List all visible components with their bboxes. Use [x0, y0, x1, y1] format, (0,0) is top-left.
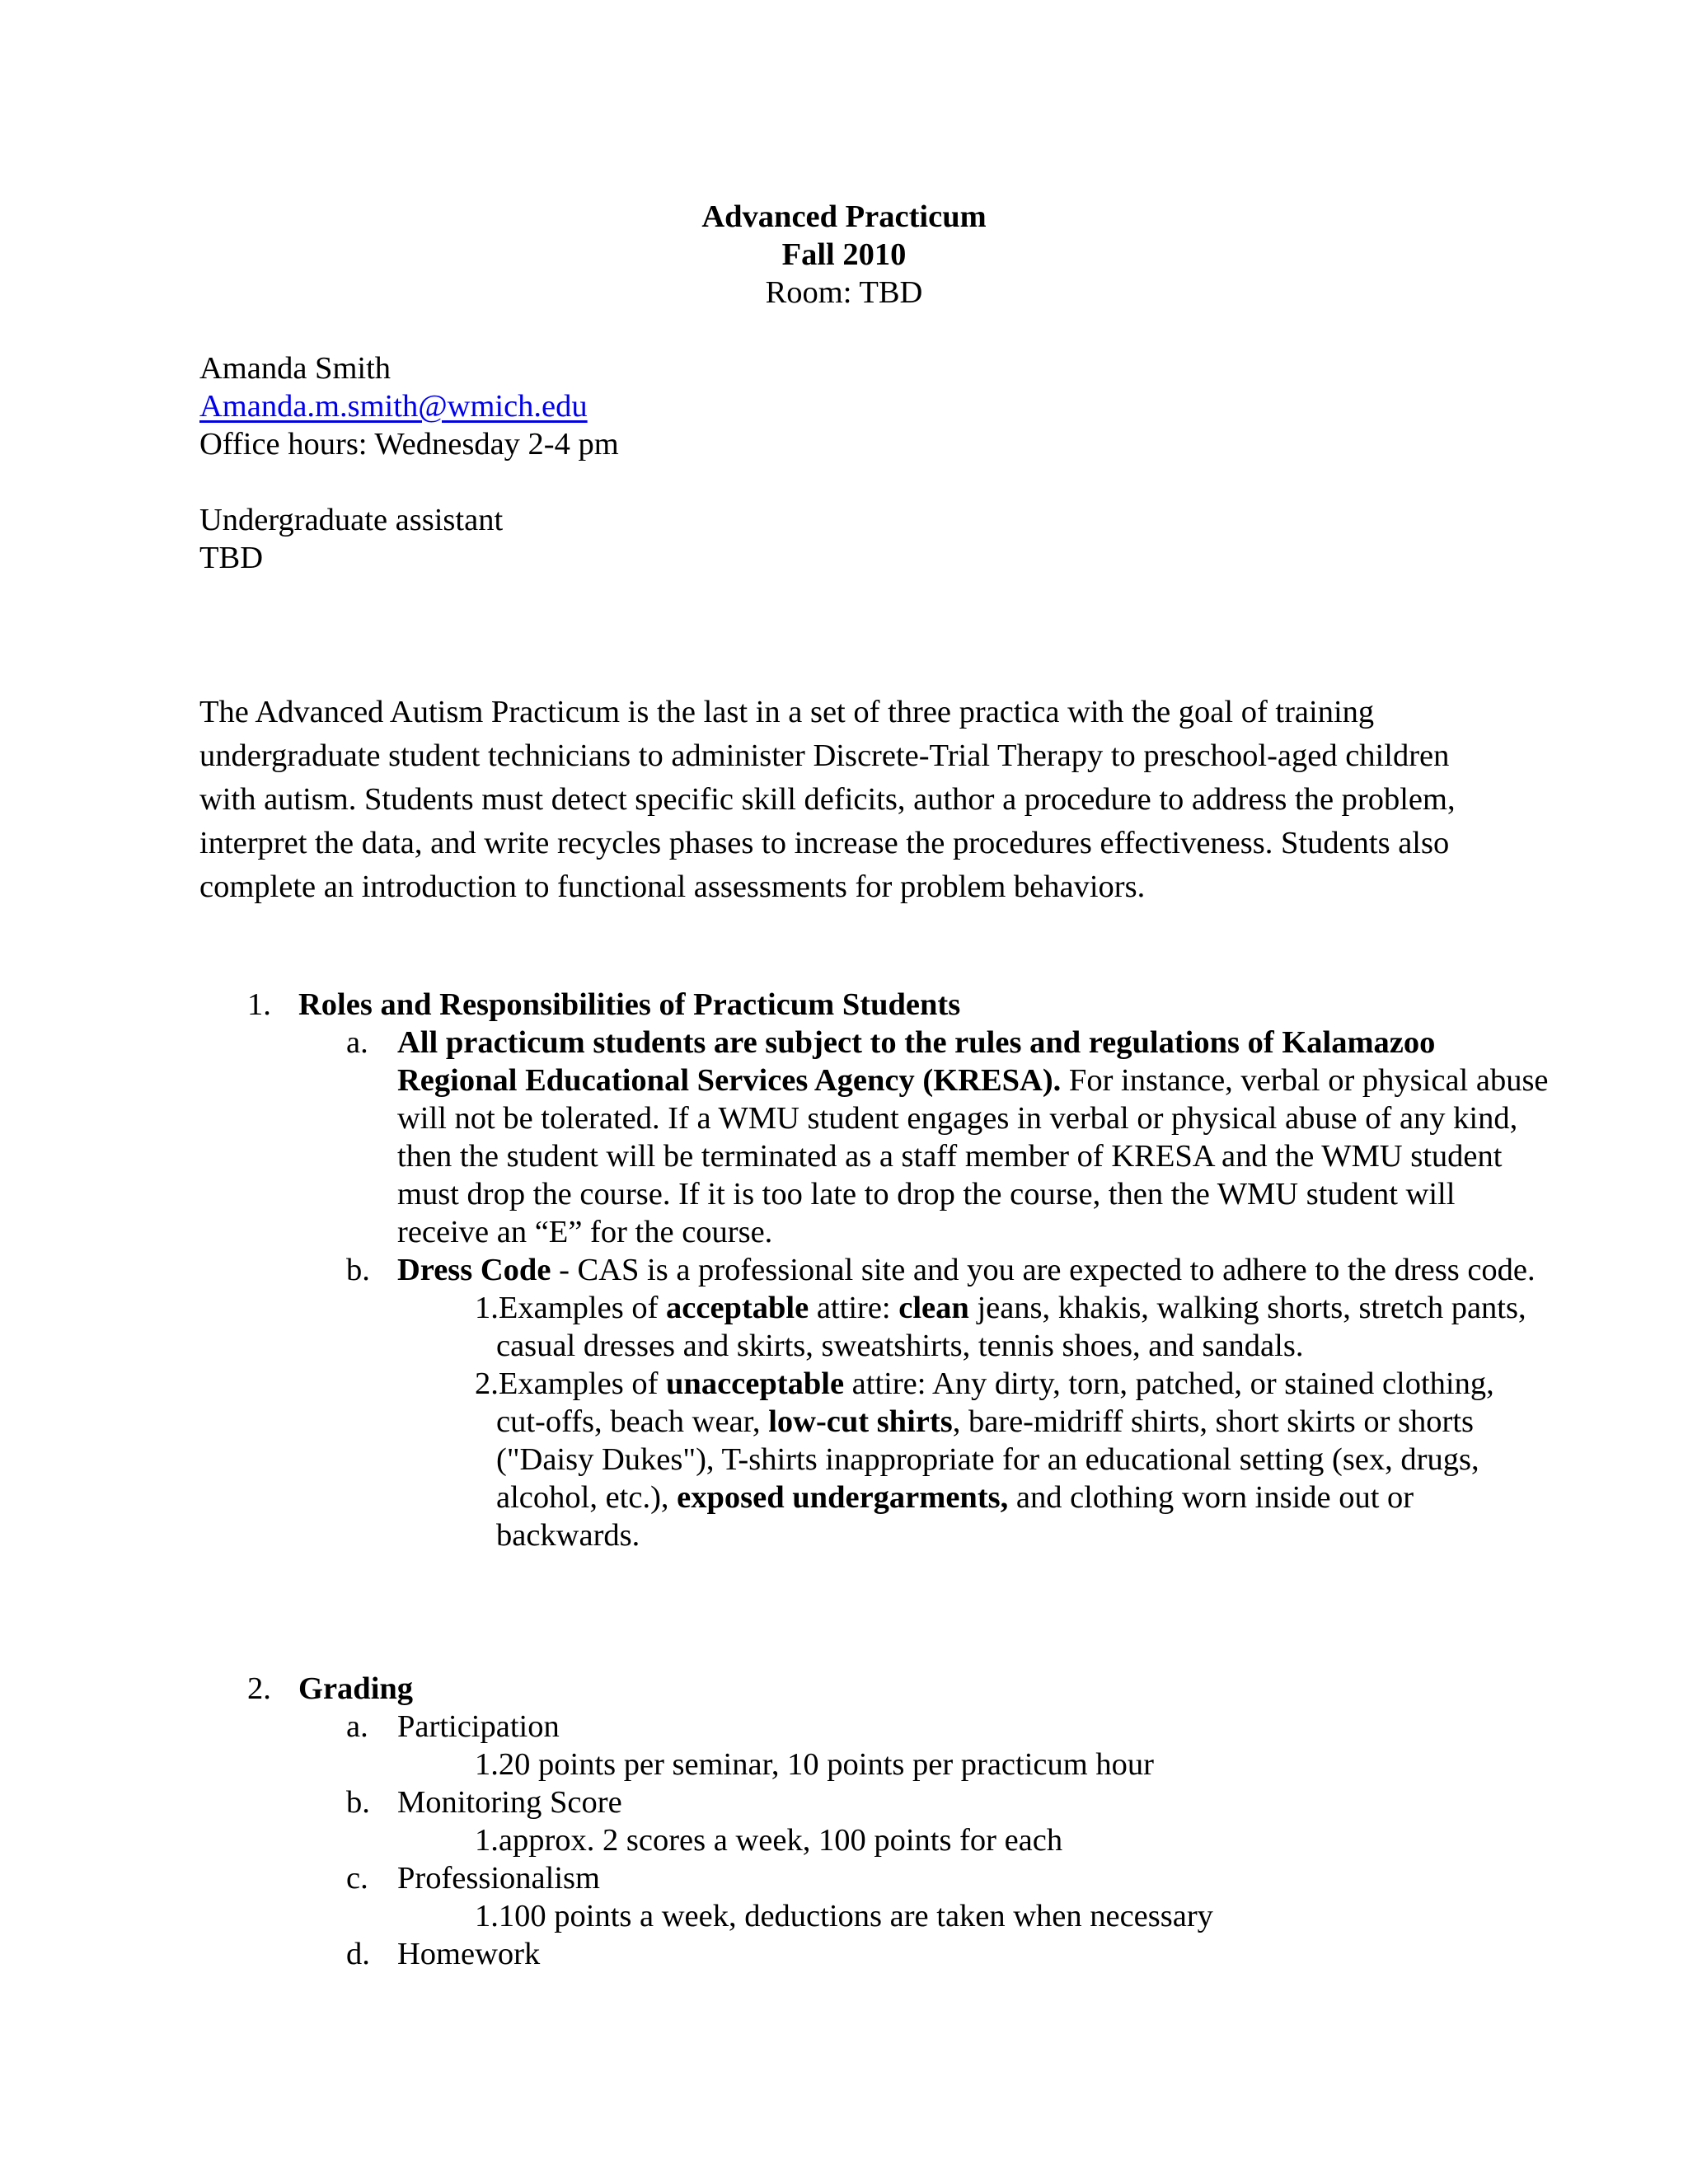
course-title: Advanced Practicum [701, 199, 987, 234]
instructor-block [199, 349, 1518, 463]
item-letter: a. [346, 1025, 368, 1060]
course-room: Room: TBD [765, 275, 923, 310]
section-grading [199, 1670, 1535, 1973]
sub-text: Examples of [498, 1291, 667, 1325]
instructor-email-link[interactable]: Amanda.m.smith@wmich.edu [199, 389, 588, 424]
sub-text: , bare-midriff shirts, short skirts or shorts ("Daisy Dukes"), T-shirts inappropriate for an educational setting (sex, drugs, alcohol, etc.), [496, 1404, 1479, 1515]
section-title: Roles and Responsibilities of Practicum Students [298, 987, 961, 1022]
sub-bold: low-cut shirts [768, 1404, 953, 1439]
intro-paragraph: The Advanced Autism Practicum is the last in a set of three practica with the goal of training undergraduate student technicians to administer Discrete-Trial Therapy to preschool-aged children with autism. Students must detect specific skill deficits, author a procedure to address the problem, interpret the data, and write recycles phases to increase the procedures effectiveness. Students also complete an introduction to functional assessments for problem behaviors. [199, 695, 1456, 904]
sub-bold: clean [898, 1291, 969, 1325]
assistant-name: TBD [199, 541, 263, 575]
dress-code-acceptable [199, 1289, 1535, 1365]
section-heading [199, 986, 1535, 1024]
sub-text: attire: [809, 1291, 899, 1325]
list-item-b [199, 1251, 1535, 1289]
grading-detail: 1.20 points per seminar, 10 points per practicum hour [475, 1747, 1154, 1782]
list-item-a [199, 1024, 1549, 1251]
sub-text: jeans, khakis, walking shorts, stretch pants, casual dresses and skirts, sweatshirts, tennis shoes, and sandals. [496, 1291, 1526, 1363]
kresa-rules-text: For instance, verbal or physical abuse will not be tolerated. If a WMU student engages in verbal or physical abuse of any kind, then the student will be terminated as a staff member of KRESA and the WMU student must drop the course. If it is too late to drop the course, then the WMU student will receive an “E” for the course. [397, 1063, 1549, 1249]
item-letter: b. [346, 1785, 370, 1820]
section-roles [199, 986, 1549, 1554]
item-letter: c. [346, 1861, 368, 1896]
dress-code-bold: Dress Code [397, 1253, 551, 1287]
dress-code-unacceptable [199, 1365, 1535, 1554]
section-heading [199, 1670, 1535, 1708]
grading-label: Monitoring Score [397, 1785, 622, 1820]
sub-bold: unacceptable [666, 1366, 845, 1401]
grading-item-professionalism [199, 1859, 1535, 1897]
document-header [0, 198, 1688, 312]
section-number: 1. [247, 987, 271, 1022]
grading-detail: 1.100 points a week, deductions are taken when necessary [475, 1899, 1213, 1933]
grading-item-participation [199, 1708, 1535, 1746]
sub-text: Examples of [498, 1366, 667, 1401]
item-letter: d. [346, 1937, 370, 1971]
grading-item-monitoring [199, 1783, 1535, 1821]
sub-number: 1. [475, 1291, 499, 1325]
sub-number: 2. [475, 1366, 499, 1401]
office-hours: Office hours: Wednesday 2-4 pm [199, 427, 619, 462]
assistant-role: Undergraduate assistant [199, 503, 504, 537]
sub-text: and clothing worn inside out or backwards. [496, 1480, 1414, 1553]
grading-label: Participation [397, 1709, 560, 1744]
sub-bold: acceptable [666, 1291, 809, 1325]
assistant-block [199, 501, 1518, 577]
course-term: Fall 2010 [781, 237, 907, 272]
instructor-name: Amanda Smith [199, 351, 392, 386]
grading-label: Homework [397, 1937, 541, 1971]
section-number: 2. [247, 1671, 271, 1706]
dress-code-text: - CAS is a professional site and you are expected to adhere to the dress code. [551, 1253, 1536, 1287]
item-letter: b. [346, 1253, 370, 1287]
grading-detail: 1.approx. 2 scores a week, 100 points for each [475, 1823, 1063, 1858]
grading-item-homework [199, 1935, 1535, 1973]
kresa-rules-bold: All practicum students are subject to the rules and regulations of Kalamazoo Regional Educational Services Agency (KRESA). [397, 1025, 1436, 1098]
sub-text: attire: Any dirty, torn, patched, or stained clothing, cut-offs, beach wear, [496, 1366, 1494, 1439]
section-title: Grading [298, 1671, 414, 1706]
sub-bold: exposed undergarments, [677, 1480, 1009, 1515]
grading-label: Professionalism [397, 1861, 600, 1896]
item-letter: a. [346, 1709, 368, 1744]
